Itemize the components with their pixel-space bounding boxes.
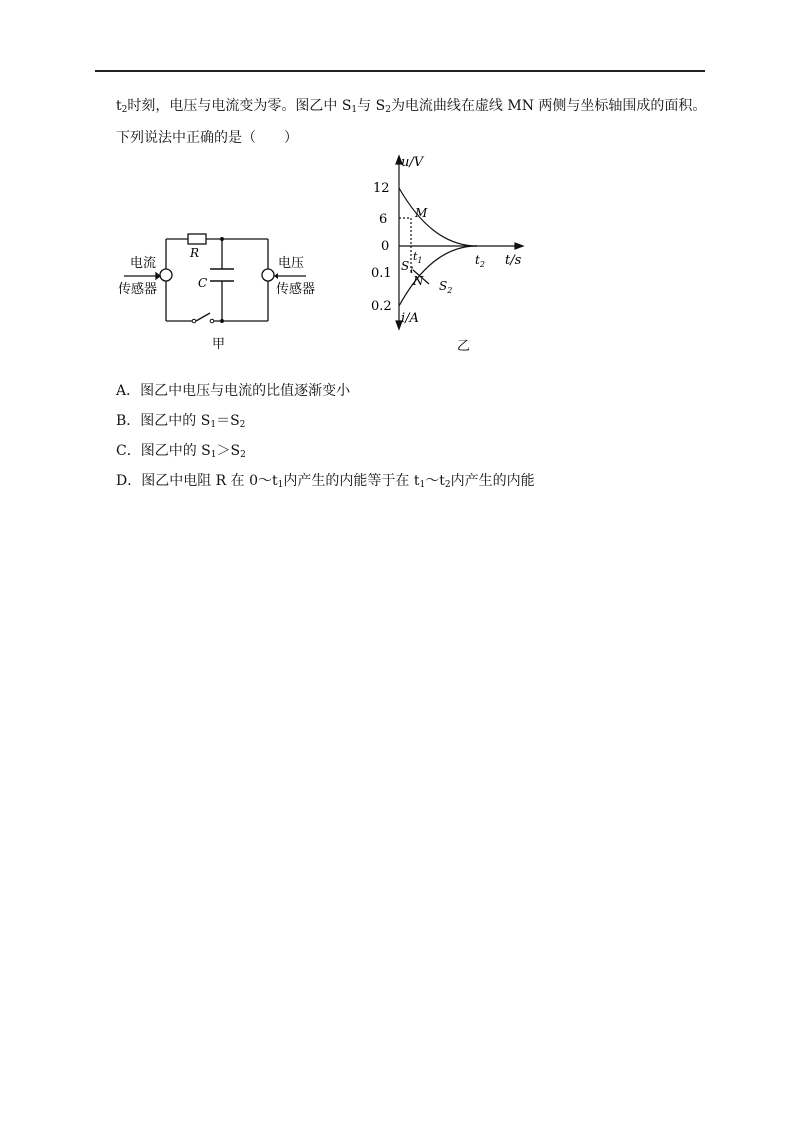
voltage-curve [399,188,477,246]
t1-label: $t_1$ [413,250,423,265]
s2-label: $S_2$ [439,279,453,295]
voltage-sensor-label-1: 电压 [278,256,305,271]
option-d: D．图乙中电阻 R 在 $0\sim t_1$内产生的内能等于在 $t_1\sim t_2$内产生的内能 [116,473,535,490]
current-sensor-label-2: 传感器 [118,282,158,297]
capacitor-label: C [198,276,208,290]
current-sensor-label-1: 电流 [130,256,157,271]
fig-jia-caption: 甲 [212,337,226,352]
switch-blade [196,313,210,321]
option-b: B．图乙中的 $S_1=S_2$ [116,413,246,430]
intro-line-1: $t_2$时刻，电压与电流变为零。图乙中 $S_1$与 $S_2$为电流曲线在虚线 MN 两侧与坐标轴围成的面积。 [116,98,707,115]
tick-0-2: 0.2 [371,299,392,314]
voltage-sensor-icon [262,269,274,281]
tick-12: 12 [373,181,390,196]
point-m-label: M [415,206,428,220]
tick-0-1: 0.1 [371,266,392,281]
i-axis-label: i/A [401,311,419,326]
ui-graph [365,150,535,355]
u-axis-label: u/V [401,155,424,170]
tick-6: 6 [379,212,388,227]
resistor-symbol [188,234,206,244]
fig-yi-caption: 乙 [457,339,471,354]
option-a: A．图乙中电压与电流的比值逐渐变小 [116,383,351,399]
t-axis-label: t/s [505,253,522,268]
current-sensor-icon [160,269,172,281]
t2-label: $t_2$ [475,253,485,269]
point-n-label: N [413,274,424,288]
intro-line-2: 下列说法中正确的是（ ） [116,130,298,146]
option-c: C．图乙中的 $S_1>S_2$ [116,443,246,460]
s1-label: $S_1$ [401,259,415,275]
circuit-diagram [110,215,316,355]
header-rule [95,70,705,72]
tick-0: 0 [381,239,390,254]
resistor-label: R [190,246,200,260]
voltage-sensor-label-2: 传感器 [276,282,316,297]
